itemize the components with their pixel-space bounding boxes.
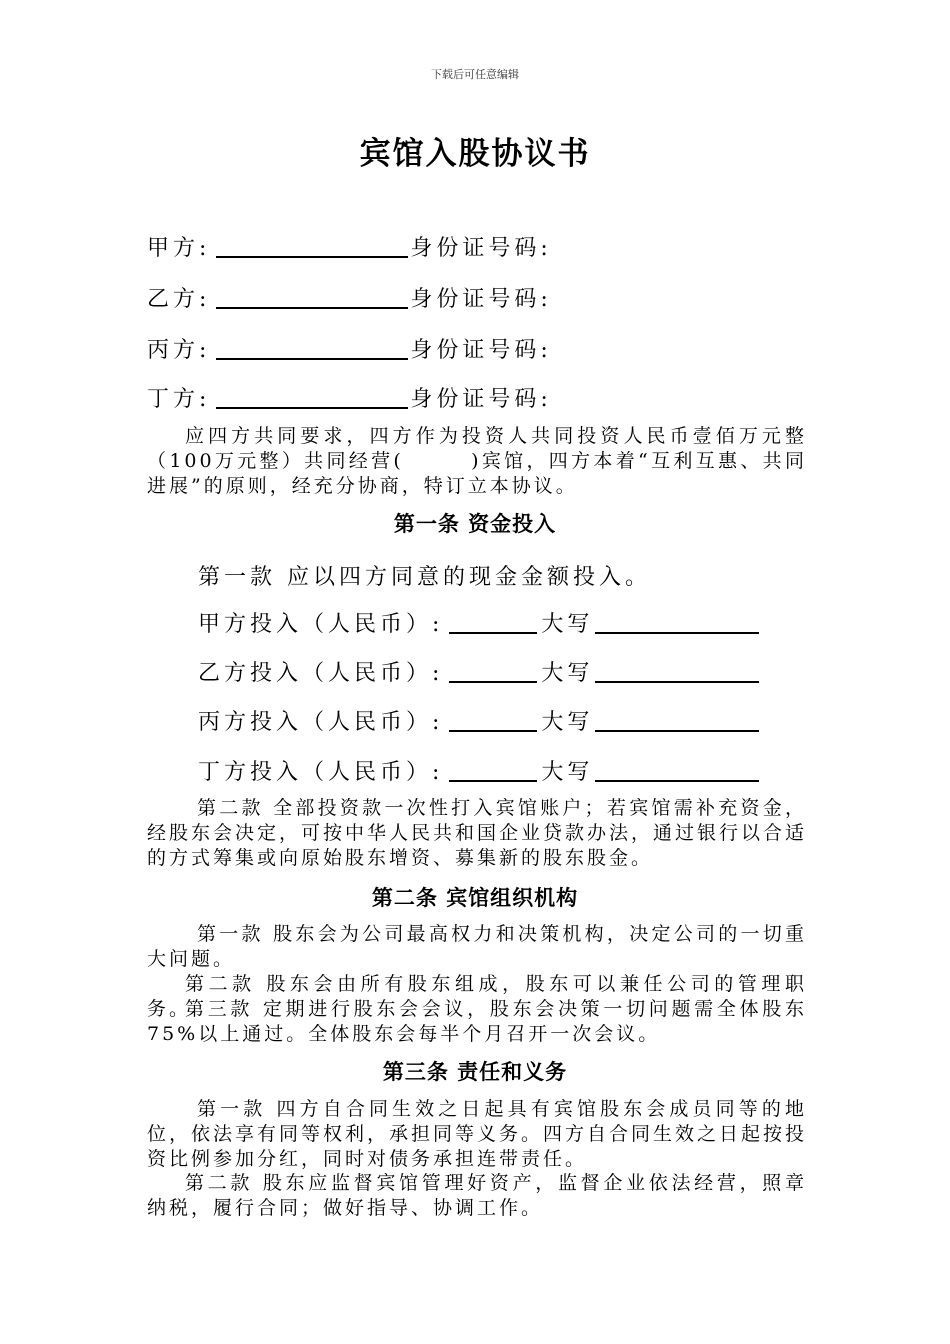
id-number-label: 身份证号码:: [410, 236, 552, 261]
article1-clause1: 第一款 应以四方同意的现金金额投入。: [198, 565, 651, 590]
intro-paragraph: 应四方共同要求，四方作为投资人共同投资人民币壹佰万元整（100万元整）共同经营( )宾馆，四方本着“互利互惠、共同进展”的原则，经充分协商，特订立本协议。: [147, 425, 807, 497]
amount-blank: [449, 708, 537, 732]
daxie-label: 大写: [541, 710, 594, 735]
investment-label: 乙方投入（人民币）:: [198, 661, 444, 686]
amount-blank: [449, 758, 537, 782]
amount-blank: [449, 659, 537, 683]
party-name-blank: [216, 285, 408, 309]
daxie-blank: [595, 659, 759, 683]
daxie-label: 大写: [541, 612, 594, 637]
document-title: 宾馆入股协议书: [359, 136, 591, 172]
party-label: 乙方:: [147, 287, 211, 312]
party-label: 丁方:: [147, 387, 211, 412]
header-note: 下载后可任意编辑: [431, 68, 519, 81]
party-row-ding: [147, 383, 552, 413]
party-row-yi: [147, 283, 552, 313]
investment-row-jia: [198, 608, 759, 638]
party-label: 甲方:: [147, 236, 211, 261]
article3-clause1: 第一款 四方自合同生效之日起具有宾馆股东会成员同等的地位，依法享有同等权利，承担同等义务。四方自合同生效之日起按投资比例参加分红，同时对债务承担连带责任。: [147, 1098, 808, 1170]
article1-heading: 第一条 资金投入: [393, 512, 557, 536]
id-number-label: 身份证号码:: [410, 387, 552, 412]
daxie-label: 大写: [541, 760, 594, 785]
article2-clause1: 第一款 股东会为公司最高权力和决策机构，决定公司的一切重大问题。: [147, 923, 807, 970]
party-row-jia: [147, 232, 552, 262]
daxie-blank: [595, 758, 759, 782]
daxie-blank: [595, 610, 759, 634]
investment-row-bing: [198, 706, 759, 736]
id-number-label: 身份证号码:: [410, 338, 552, 363]
investment-label: 甲方投入（人民币）:: [198, 612, 444, 637]
investment-label: 丁方投入（人民币）:: [198, 760, 444, 785]
amount-blank: [449, 610, 537, 634]
id-number-label: 身份证号码:: [410, 287, 552, 312]
investment-label: 丙方投入（人民币）:: [198, 710, 444, 735]
article3-clause2: 第二款 股东应监督宾馆管理好资产，监督企业依法经营，照章纳税，履行合同；做好指导、协调工作。: [147, 1172, 807, 1219]
party-label: 丙方:: [147, 338, 211, 363]
party-name-blank: [216, 234, 408, 258]
article2-heading: 第二条 宾馆组织机构: [371, 886, 579, 910]
article2-clause2: 第二款 股东会由所有股东组成，股东可以兼任公司的管理职务。: [147, 973, 807, 1020]
article2-clause3: 第三款 定期进行股东会会议，股东会决策一切问题需全体股东75%以上通过。全体股东会每半个月召开一次会议。: [147, 998, 807, 1045]
daxie-label: 大写: [541, 661, 594, 686]
party-name-blank: [216, 385, 408, 409]
investment-row-ding: [198, 756, 759, 786]
party-name-blank: [216, 336, 408, 360]
article3-heading: 第三条 责任和义务: [382, 1060, 568, 1084]
daxie-blank: [595, 708, 759, 732]
party-row-bing: [147, 334, 552, 364]
investment-row-yi: [198, 657, 759, 687]
article1-clause2: 第二款 全部投资款一次性打入宾馆账户；若宾馆需补充资金，经股东会决定，可按中华人民共和国企业贷款办法，通过银行以合适的方式筹集或向原始股东增资、募集新的股东股金。: [147, 797, 808, 869]
